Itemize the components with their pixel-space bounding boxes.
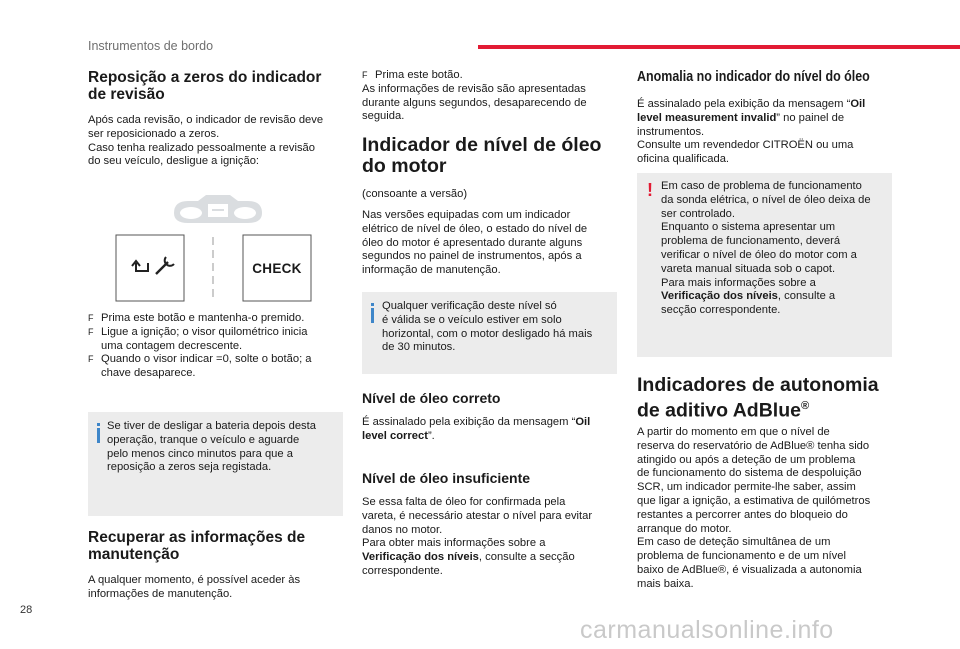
- cluster-figure-svg: [88, 191, 343, 306]
- column-2: [362, 66, 617, 577]
- para-oil-correct: É assinalado pela exibição da mensagem “Oil level correct”.: [362, 416, 591, 442]
- cluster-icon: [174, 195, 262, 223]
- list-item: F Quando o visor indicar =0, solte o botão; a chave desaparece.: [88, 353, 312, 380]
- check-label: CHECK: [252, 261, 302, 276]
- reset-steps: [88, 312, 343, 381]
- instrument-figure: [88, 191, 343, 306]
- reset-button-figure: [116, 235, 184, 301]
- column-1: [88, 66, 343, 600]
- watermark: carmanualsonline.info: [580, 616, 834, 644]
- para-maintenance: A qualquer momento, é possível aceder às informações de manutenção.: [88, 574, 301, 600]
- heading-reset-service: Reposição a zeros do indicador de revisão: [88, 69, 322, 103]
- para-reset-intro: Após cada revisão, o indicador de revisão deve ser reposicionado a zeros. Caso tenha realizado pessoalmente a revisão do seu veículo, desligue a ignição:: [88, 114, 324, 168]
- list-item: F Prima este botão.: [362, 69, 463, 81]
- header-title: Instrumentos de bordo: [88, 39, 214, 53]
- warning-note-sensor: ! Em caso de problema de funcionamento da sonda elétrica, o nível de óleo deixa de ser controlado. Enquanto o sistema apresentar um problema de funcionamento, deverá verificar o nível de óleo do motor com a vareta manual situada sob o capot. Para mais informações sobre a Verificação dos níveis, consulte a secção correspondente.: [637, 173, 892, 357]
- list-item: F Prima este botão e mantenha-o premido.: [88, 312, 305, 324]
- version-note: (consoante a versão): [362, 188, 468, 201]
- para-oil-low: Se essa falta de óleo for confirmada pela vareta, é necessário atestar o nível para evitar danos no motor. Para obter mais informações sobre a Verificação dos níveis, consulte a secção correspondente.: [362, 496, 593, 577]
- info-icon: [371, 303, 374, 306]
- para-adblue: A partir do momento em que o nível de reserva do reservatório de AdBlue® tenha sido atingido ou após a deteção de um problema de funcionamento do sistema de despoluição SCR, um indicador permite-lhe saber, assim que ligar a ignição, a estimativa de quilómetros restantes a percorrer antes do bloqueio do arranque do motor. Em caso de deteção simultânea de um problema de funcionamento e de um nível baixo de AdBlue®, é visualizada a autonomia mais baixa.: [637, 426, 871, 590]
- column-3: [637, 66, 892, 590]
- heading-oil-level: Indicador de nível de óleo do motor: [362, 134, 602, 178]
- para-oil-intro: Nas versões equipadas com um indicador elétrico de nível de óleo, o estado do nível de óleo do motor é apresentado durante alguns segundos no painel de instrumentos, após a informação de manutenção.: [362, 208, 588, 277]
- info-icon: [97, 423, 100, 426]
- heading-oil-low: Nível de óleo insuficiente: [362, 470, 531, 486]
- heading-oil-anomaly: Anomalia no indicador do nível do óleo: [637, 69, 870, 85]
- info-note-horizontal: Qualquer verificação deste nível só é válida se o veículo estiver em solo horizontal, com o motor desligado há mais de 30 minutos.: [362, 292, 617, 374]
- info-note-battery: Se tiver de desligar a bateria depois desta operação, tranque o veículo e aguarde pelo menos cinco minutos para que a reposição a zeros seja registada.: [88, 412, 343, 516]
- page-number: 28: [20, 604, 33, 616]
- heading-oil-correct: Nível de óleo correto: [362, 390, 501, 406]
- warning-icon: !: [647, 180, 653, 200]
- para-service-info: As informações de revisão são apresentadas durante alguns segundos, desaparecendo de seguida.: [362, 82, 587, 123]
- header-accent-bar: [478, 45, 960, 49]
- heading-maintenance-info: Recuperar as informações de manutenção: [88, 529, 306, 563]
- heading-adblue: Indicadores de autonomia de aditivo AdBlue®: [637, 374, 879, 422]
- list-item: F Ligue a ignição; o visor quilométrico inicia uma contagem decrescente.: [88, 325, 308, 352]
- para-oil-anomaly: É assinalado pela exibição da mensagem “Oil level measurement invalid” no painel de instrumentos. Consulte um revendedor CITROËN ou uma oficina qualificada.: [637, 98, 866, 166]
